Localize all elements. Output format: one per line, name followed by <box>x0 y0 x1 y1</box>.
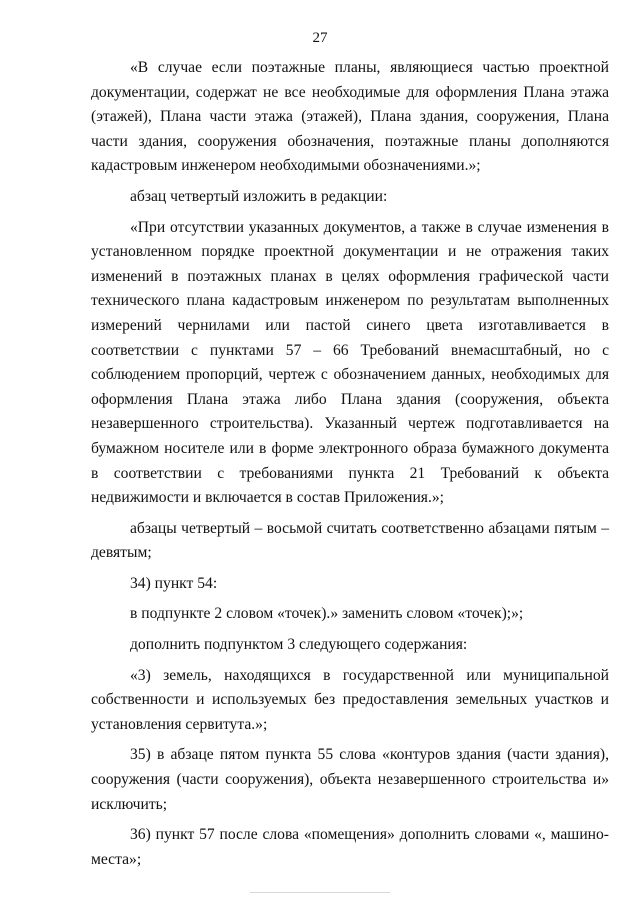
paragraph-missing-documents-clause: «При отсутствии указанных документов, а также в случае изменения в установленном порядке проектной документации и не отражения таких изменений в поэтажных планах в целях оформления графической части технического плана кадастровым инженером по результатам выполненных измерений чернилами или пастой синего цвета изготавливается в соответствии с пунктами 57 – 66 Требований внемасштабный, но с соблюдением пропорций, чертеж с обозначением данных, необходимых для оформления Плана этажа либо Плана здания (сооружения, объекта незавершенного строительства). Указанный чертеж подготавливается на бумажном носителе или в форме электронного образа бумажного документа в соответствии с требованиями пункта 21 Требований к объекта недвижимости и включается в состав Приложения.»; <box>91 218 609 507</box>
paragraph-subitem-2-replacement: в подпункте 2 словом «точек).» заменить словом «точек);»; <box>130 605 524 623</box>
paragraph-item-35: 35) в абзаце пятом пункта 55 слова «контуров здания (части здания), сооружения (части сооружения), объекта незавершенного строительства и» исключить; <box>91 746 609 813</box>
paragraph-floor-plans-clause: «В случае если поэтажные планы, являющиеся частью проектной документации, содержат не все необходимые для оформления Плана этажа (этажей), Плана части этажа (этажей), Плана здания, сооружения, Плана части здания, сооружения обозначения, поэтажные планы дополняются кадастровым инженером необходимыми обозначениями.»; <box>91 59 609 175</box>
paragraph-add-subitem-3: дополнить подпунктом 3 следующего содержания: <box>130 636 468 654</box>
document-body <box>91 56 609 872</box>
paragraph-subitem-3-text: «3) земель, находящихся в государственной или муниципальной собственности и используемых без предоставления земельных участков и установления сервитута.»; <box>91 666 609 733</box>
paragraph-item-36: 36) пункт 57 после слова «помещения» дополнить словами «, машино-места»; <box>91 826 609 868</box>
paragraph-item-34: 34) пункт 54: <box>130 574 218 592</box>
scan-artifact-line <box>250 892 390 893</box>
page-number: 27 <box>312 30 328 46</box>
paragraph-fourth-abzac-instruction: абзац четвертый изложить в редакции: <box>130 187 388 205</box>
paragraph-renumbering-abzacs: абзацы четвертый – восьмой считать соответственно абзацами пятым – девятым; <box>91 519 609 562</box>
